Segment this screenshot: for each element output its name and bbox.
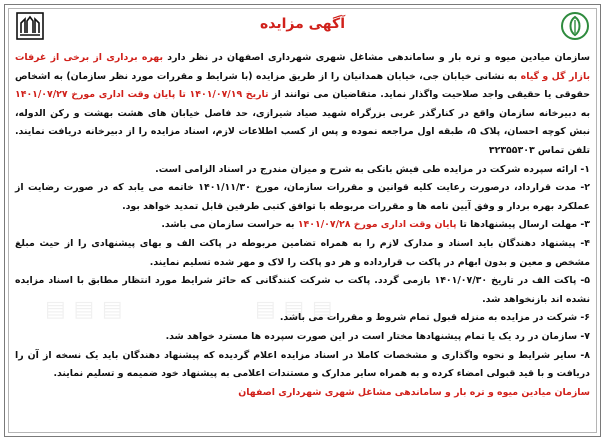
- intro-paragraph: [15, 49, 590, 161]
- condition-3: [15, 216, 590, 235]
- watermark: ▤ ▤ ▤: [255, 297, 333, 322]
- notice-body: [15, 49, 590, 402]
- condition-4: ۴- پیشنهاد دهندگان باید اسناد و مدارک لازم را به همراه تضامین مربوطه در پاکت الف و بهای پیشنهادی را از حیث مبلغ مشخص و معین و بدون ابهام در پاکت ب قرارداده و هر دو پاکت را لاک و مهر شده تسلیم نمایند.: [15, 237, 590, 268]
- condition-3-text-a: ۳- مهلت ارسال پیشنهادها تا: [456, 219, 590, 231]
- condition-3-deadline: پایان وقت اداری مورخ ۱۴۰۱/۰۷/۲۸: [297, 219, 457, 231]
- intro-date-range: تاریخ ۱۴۰۱/۰۷/۱۹ تا پایان وقت اداری مورخ ۱۴۰۱/۰۷/۲۷: [15, 89, 269, 101]
- condition-5: ۵- پاکت الف در تاریخ ۱۴۰۱/۰۷/۳۰ بازمی گردد. پاکت ب شرکت کنندگانی که حائز شرایط مورد انتظار مطابق با اسناد مزایده نشده اند بازنخواهد شد.: [15, 275, 590, 305]
- condition-6: ۶- شرکت در مزایده به منزله قبول تمام شروط و مقررات می باشد.: [279, 312, 590, 324]
- intro-text-a: سازمان میادین میوه و تره بار و ساماندهی مشاغل شهری شهرداری اصفهان در نظر دارد: [162, 52, 590, 63]
- condition-1: ۱- ارائه سپرده شرکت در مزایده طی فیش بانکی به شرح و میزان مندرج در اسناد الزامی است.: [155, 163, 590, 175]
- intro-subject: بهره برداری از برخی از غرفات بازار گل و گیاه: [15, 52, 590, 82]
- watermark: ▤ ▤ ▤: [45, 297, 123, 322]
- notice-title: آگهی مزایده: [259, 16, 345, 32]
- intro-text-b: به نشانی خیابان جی، خیابان همدانیان را از طریق مزایده (با شرایط و مقررات مورد نظر سازمان) به اشخاص حقوقی یا حقیقی واجد صلاحیت واگذار نماید. متقاضیان می توانند از: [15, 70, 590, 101]
- condition-8: ۸- سایر شرایط و نحوه واگذاری و مشخصات کاملا در اسناد مزایده اعلام گردیده که پیشنهاد دهندگان باید یک نسخه از آن را دریافت و با قید قبولی امضاء کرده و به همراه سایر مدارک و مستندات اعلامی به پیشنهاد خود ضمیمه و تسلیم نمایند.: [15, 349, 590, 380]
- signature: سازمان میادین میوه و تره بار و ساماندهی مشاغل شهری شهرداری اصفهان: [238, 386, 590, 398]
- auction-notice: [4, 4, 601, 437]
- condition-3-text-b: به حراست سازمان می باشد.: [161, 219, 298, 231]
- condition-7: ۷- سازمان در رد یک یا تمام پیشنهادها مختار است در این صورت سپرده ها مسترد خواهد شد.: [165, 330, 590, 342]
- intro-text-c: به دبیرخانه سازمان واقع در کنارگذر غربی بزرگراه شهید صیاد شیرازی، حد فاصل خیابان های هشت بهشت و رکن الدوله، نبش کوچه احسان، پلاک ۵، طبقه اول مراجعه نموده و پس از کسب اطلاعات لازم، اسناد مزایده را از دبیرخانه دریافت نمایند. تلفن تماس ۳۲۳۵۵۳۰۳: [15, 107, 590, 156]
- condition-2: ۲- مدت قرارداد، درصورت رعایت کلیه قوانین و مقررات سازمان، مورخ ۱۴۰۱/۱۱/۳۰ خاتمه می یابد که در صورت رضایت از عملکرد بهره بردار و وفق آیین نامه ها و مقررات مربوطه با توافق کتبی طرفین قابل تمدید خواهد بود.: [15, 182, 590, 212]
